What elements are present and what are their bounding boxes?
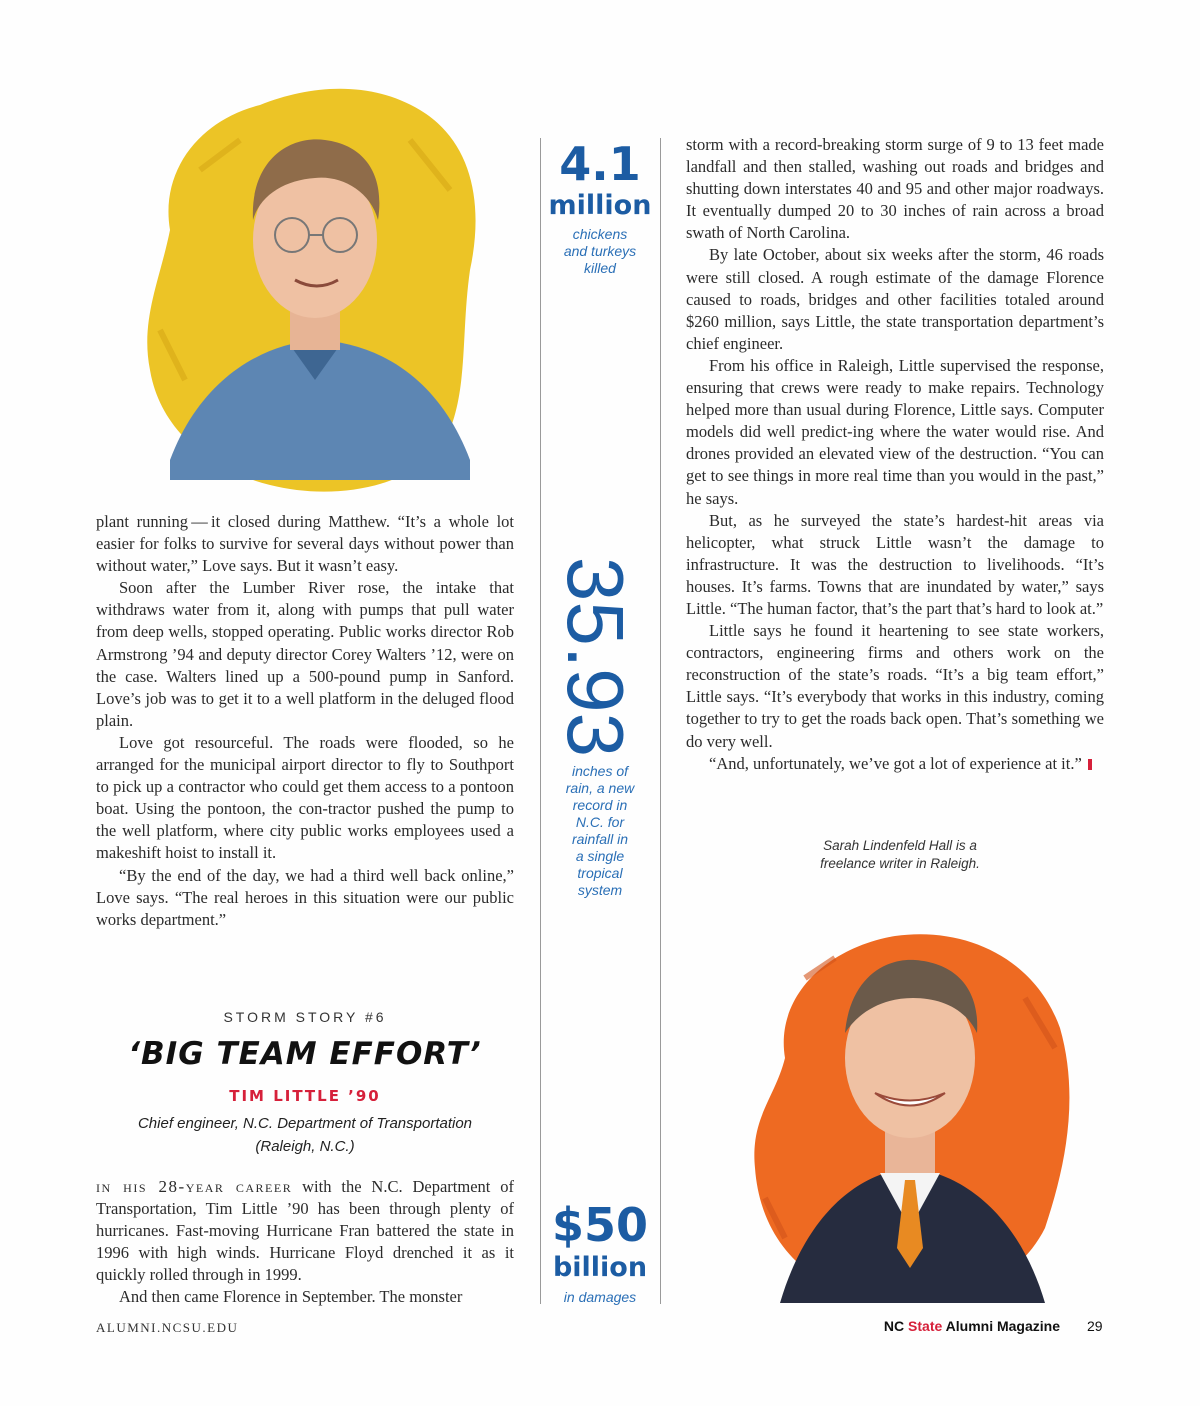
body-paragraph: Soon after the Lumber River rose, the intake that withdraws water from it, along with pumps that pull water from deep wells, stopped operating. Public works director Rob Armstrong ’94 and deputy director Corey Walters ’12, were on the case. Walters lined up a 500-pound pump in Sanford. Love’s job was to get it to a well platform in the deluged flood plain.	[96, 578, 514, 730]
page-number: 29	[1087, 1318, 1103, 1334]
left-article-column	[96, 511, 514, 931]
portrait-illustration-1	[140, 80, 490, 500]
caption-line: rain, a new	[565, 780, 635, 796]
credit-line: freelance writer in Raleigh.	[820, 856, 980, 871]
end-of-story-mark	[1088, 759, 1092, 770]
caption-line: record in	[572, 797, 628, 813]
caption-line: chickens	[572, 226, 628, 242]
footer-url: ALUMNI.NCSU.EDU	[96, 1320, 239, 1335]
caption-line: killed	[584, 260, 616, 276]
closing-quote: “And, unfortunately, we’ve got a lot of experience at it.”	[709, 753, 1082, 773]
role-line: Chief engineer, N.C. Department of Transportation	[137, 1115, 473, 1132]
body-paragraph: Love got resourceful. The roads were flooded, so he arranged for the municipal airport director to fly to Southport to pick up a contractor who could get them access to a pontoon boat. Using the pontoon, the con-tractor pushed the pump to the well platform, where city public works employees used a makeshift hoist to install it.	[96, 732, 514, 863]
stat-number-rotated	[551, 552, 640, 762]
author-credit	[780, 837, 1020, 873]
story6-body	[96, 1176, 514, 1309]
caption-line: a single	[575, 848, 625, 864]
stat-unit: billion	[552, 1252, 648, 1283]
column-divider-right	[660, 138, 661, 1304]
story-subject-name: TIM LITTLE ’90	[229, 1087, 381, 1105]
lead-paragraph-text: with the N.C. Department of Transportation, Tim Little ’90 has been through plenty of hurricanes. Fast-moving Hurricane Fran battered the state in 1996 with high winds. Hurricane Floyd drenched it as it quickly rolled through in 1999.	[96, 1177, 514, 1285]
body-paragraph: From his office in Raleigh, Little supervised the response, ensuring that crews were ready to make repairs. Technology helped more than usual during Florence, Little says. Computer models did well predict-ing where the water would rise. And drones provided an elevated view of the destruction. “You can get to see things in more real time than you would in the past,” he says.	[686, 355, 1104, 508]
caption-line: and turkeys	[563, 243, 637, 259]
body-paragraph: And then came Florence in September. The monster	[119, 1287, 463, 1307]
body-paragraph: Little says he found it heartening to see state workers, contractors, engineering firms and others work on the reconstruction of the state’s roads. “It’s a big team effort,” Little says. “It’s everybody that works in this industry, coming together to try to get the roads back open. That’s something we do very well.	[686, 621, 1104, 751]
portrait-illustration-2	[745, 918, 1075, 1308]
caption-line: N.C. for	[575, 814, 625, 830]
body-paragraph	[96, 1176, 514, 1286]
stat-caption	[545, 226, 655, 277]
body-paragraph: storm with a record-breaking storm surge of 9 to 13 feet made landfall and then stalled, washing out roads and bridges and shutting down interstates 40 and 95 and other major roadways. It eventually dumped 20 to 30 inches of rain across a broad swath of North Carolina.	[686, 135, 1104, 243]
body-paragraph: “By the end of the day, we had a third well back online,” Love says. “The real heroes in this situation were our public works department.”	[96, 865, 514, 929]
stat-caption	[545, 763, 655, 899]
story-kicker: STORM STORY #6	[223, 1009, 387, 1025]
caption-line: tropical	[577, 865, 623, 881]
caption-line: system	[577, 882, 623, 898]
brand-nc: NC	[883, 1318, 909, 1334]
caption-line: inches of	[571, 763, 629, 779]
lead-in: in his 28-year career	[96, 1177, 293, 1196]
column-divider-left	[540, 138, 541, 1304]
story-title: ‘BIG TEAM EFFORT’	[128, 1036, 482, 1072]
stat-unit: million	[548, 190, 652, 221]
body-paragraph: But, as he surveyed the state’s hardest-hit areas via helicopter, what struck Little wasn’t the damage to infrastructure. It was the destruction to livelihoods. “It’s houses. It’s farms. Towns that are inundated by water,” says Little. “The human factor, that’s the part that’s hard to look at.”	[686, 510, 1104, 618]
right-article-column	[686, 134, 1104, 775]
rotated-stat-text: 35.93	[551, 556, 640, 758]
body-paragraph	[686, 753, 1104, 775]
stat-caption: in damages	[563, 1289, 637, 1305]
role-location: (Raleigh, N.C.)	[255, 1137, 355, 1155]
story-subject-role	[96, 1113, 514, 1158]
body-paragraph: plant running — it closed during Matthew. “It’s a whole lot easier for folks to survive for several days without power than without water,” Love says. But it wasn’t easy.	[96, 512, 514, 576]
stat-number: $50	[551, 1198, 649, 1252]
brand-state: State	[908, 1318, 943, 1334]
stat-number: 4.1	[559, 137, 641, 191]
caption-line: rainfall in	[571, 831, 629, 847]
credit-line: Sarah Lindenfeld Hall is a	[823, 838, 977, 853]
footer-magazine-name	[884, 1318, 1060, 1334]
brand-rest: Alumni Magazine	[942, 1318, 1060, 1334]
body-paragraph: By late October, about six weeks after the storm, 46 roads were still closed. A rough estimate of the damage Florence caused to roads, bridges and other facilities totaled around $260 million, says Little, the state transportation department’s chief engineer.	[686, 245, 1104, 353]
